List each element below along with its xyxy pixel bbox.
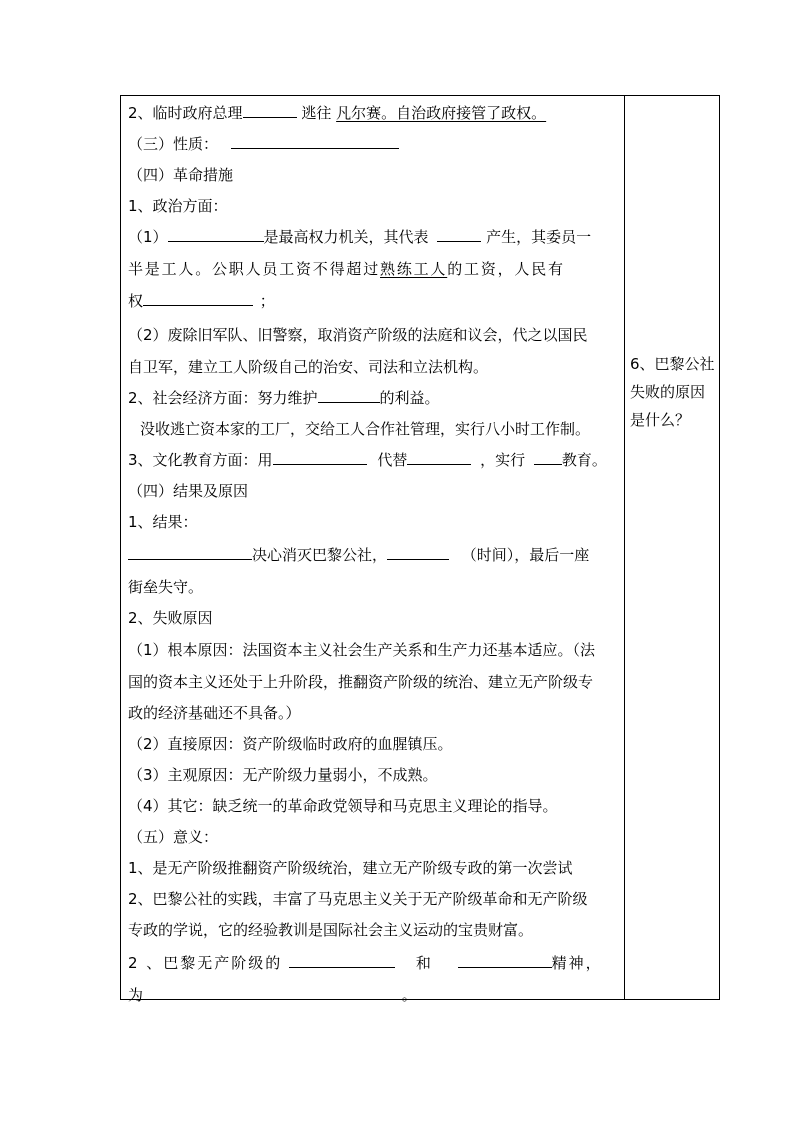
- line-24: [128, 822, 618, 853]
- underlined-text: 熟练工人: [380, 260, 448, 278]
- main-column: [128, 98, 618, 1011]
- text: 1、结果：: [128, 513, 198, 531]
- fill-blank[interactable]: [534, 447, 562, 465]
- line-8: [128, 318, 618, 352]
- fill-blank[interactable]: [318, 385, 380, 403]
- text: 教育。: [561, 451, 607, 469]
- line-26: [128, 884, 618, 915]
- text: 的利益。: [379, 389, 440, 407]
- text: 的工资，人民有: [447, 260, 565, 278]
- line-27: [128, 915, 618, 946]
- line-12: [128, 445, 618, 476]
- section-heading: （四）革命措施: [128, 166, 234, 184]
- text: 精神，: [551, 954, 603, 972]
- fill-blank[interactable]: [156, 982, 402, 1000]
- line-28: [128, 946, 618, 980]
- text: （三）性质：: [128, 135, 219, 153]
- text: 专政的学说，它的经验教训是国际社会主义运动的宝贵财富。: [128, 921, 534, 939]
- text: 2、巴黎公社的实践，丰富了马克思主义关于无产阶级革命和无产阶级: [128, 890, 588, 908]
- text: 和: [415, 954, 433, 972]
- line-14: [128, 507, 618, 538]
- fill-blank[interactable]: [273, 447, 367, 465]
- line-6: [128, 254, 618, 286]
- fill-blank[interactable]: [289, 950, 395, 968]
- text: 产生，其委员一: [486, 228, 592, 246]
- fill-blank[interactable]: [143, 288, 253, 306]
- fill-blank[interactable]: [437, 224, 481, 242]
- line-17: [128, 603, 618, 634]
- text: 2 、巴黎无产阶级的: [128, 954, 283, 972]
- text: （时间），最后一座: [461, 546, 590, 564]
- text: 2、临时政府总理: [128, 104, 243, 122]
- text: 为: [128, 986, 144, 1004]
- question-text: 6、巴黎公社失败的原因是什么？: [630, 355, 715, 429]
- line-4: [128, 191, 618, 222]
- side-question: [630, 350, 716, 434]
- text: 没收逃亡资本家的工厂，交给工人合作社管理，实行八小时工作制。: [140, 420, 591, 438]
- text: （2）直接原因：资产阶级临时政府的血腥镇压。: [128, 735, 453, 753]
- text: 自卫军，建立工人阶级自己的治安、司法和立法机构。: [128, 358, 489, 376]
- text: 1、是无产阶级推翻资产阶级统治，建立无产阶级专政的第一次尝试: [128, 859, 573, 877]
- line-5: [128, 222, 618, 254]
- line-18: [128, 634, 618, 667]
- text: 2、社会经济方面：努力维护: [128, 389, 318, 407]
- text: 国的资本主义还处于上升阶段，推翻资产阶级的统治、建立无产阶级专: [128, 673, 594, 691]
- text: 街垒失守。: [128, 578, 204, 596]
- line-15: [128, 538, 618, 572]
- fill-blank[interactable]: [128, 542, 252, 560]
- fill-blank[interactable]: [387, 542, 449, 560]
- section-heading: （四）结果及原因: [128, 482, 249, 500]
- text: 权: [128, 292, 144, 310]
- line-2: [128, 129, 618, 160]
- text: （2）废除旧军队、旧警察，取消资产阶级的法庭和议会，代之以国民: [128, 326, 588, 344]
- line-29: [128, 980, 618, 1011]
- line-21: [128, 729, 618, 760]
- line-7: [128, 286, 618, 318]
- text: 3、文化教育方面：用: [128, 451, 273, 469]
- line-16: [128, 572, 618, 603]
- line-1: [128, 98, 618, 129]
- line-11: [128, 414, 618, 445]
- text: 。: [401, 986, 417, 1004]
- text: （3）主观原因：无产阶级力量弱小，不成熟。: [128, 766, 438, 784]
- fill-blank[interactable]: [231, 131, 399, 149]
- text: 代替: [377, 451, 408, 469]
- fill-blank[interactable]: [243, 100, 297, 118]
- line-20: [128, 698, 618, 729]
- line-10: [128, 383, 618, 414]
- text: 半是工人。公职人员工资不得超过: [128, 260, 381, 278]
- text: 2、失败原因: [128, 609, 213, 627]
- line-23: [128, 791, 618, 822]
- line-25: [128, 853, 618, 884]
- column-divider: [624, 95, 625, 1000]
- text: 1、政治方面：: [128, 197, 228, 215]
- text: （1）: [128, 228, 168, 246]
- text: ；: [259, 292, 275, 310]
- section-heading: （五）意义：: [128, 828, 219, 846]
- text: （1）根本原因：法国资本主义社会生产关系和生产力还基本适应。（法: [128, 641, 596, 659]
- line-9: [128, 352, 618, 383]
- text: 逃往: [301, 104, 332, 122]
- text: ，实行: [480, 451, 526, 469]
- text: （4）其它：缺乏统一的革命政党领导和马克思主义理论的指导。: [128, 797, 558, 815]
- line-22: [128, 760, 618, 791]
- text: 政的经济基础还不具备。）: [128, 704, 301, 722]
- underlined-text: 凡尔赛。自治政府接管了政权。: [336, 104, 547, 122]
- fill-blank[interactable]: [458, 950, 552, 968]
- line-3: [128, 160, 618, 191]
- fill-blank[interactable]: [407, 447, 471, 465]
- text: 决心消灭巴黎公社，: [252, 546, 388, 564]
- fill-blank[interactable]: [168, 224, 264, 242]
- line-19: [128, 667, 618, 698]
- line-13: [128, 476, 618, 507]
- text: 是最高权力机关，其代表: [263, 228, 429, 246]
